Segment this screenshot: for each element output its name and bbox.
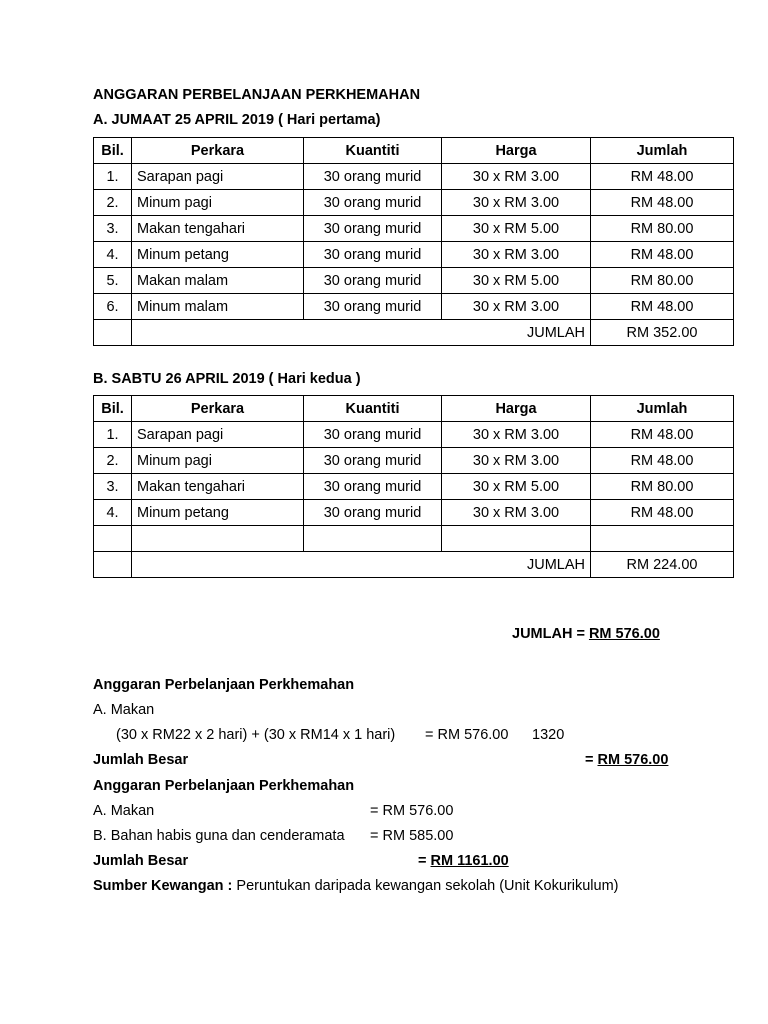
cell-kuantiti: 30 orang murid [304, 448, 442, 474]
grand-total-eq: = [576, 626, 585, 642]
summary2-total [418, 853, 509, 869]
cell-bil: 1. [94, 422, 132, 448]
grand-total-label: JUMLAH [512, 626, 573, 642]
header-kuantiti: Kuantiti [304, 396, 442, 422]
header-jumlah: Jumlah [591, 396, 734, 422]
table-row [94, 242, 734, 268]
summary1-total [585, 752, 668, 768]
summary2-total-eq: = [418, 853, 427, 869]
cell-perkara: Makan tengahari [132, 474, 304, 500]
cell-jumlah: RM 48.00 [591, 242, 734, 268]
table-row [94, 500, 734, 526]
funding-source-text: Peruntukan daripada kewangan sekolah (Unit Kokurikulum) [236, 878, 619, 894]
cell-harga: 30 x RM 3.00 [442, 164, 591, 190]
table-row [94, 448, 734, 474]
grand-total-value: RM 576.00 [588, 626, 660, 642]
table-row [94, 422, 734, 448]
cell-empty [94, 320, 132, 346]
funding-source-label: Sumber Kewangan : [93, 878, 233, 894]
cell-harga: 30 x RM 3.00 [442, 448, 591, 474]
section-b-heading: B. SABTU 26 APRIL 2019 ( Hari kedua ) [93, 371, 361, 387]
cell-empty [591, 526, 734, 552]
table-empty-row [94, 526, 734, 552]
header-harga: Harga [442, 138, 591, 164]
summary2-heading: Anggaran Perbelanjaan Perkhemahan [93, 778, 355, 794]
summary1-total-value: RM 576.00 [597, 752, 669, 768]
cell-perkara: Minum malam [132, 294, 304, 320]
summary1-total-label: Jumlah Besar [93, 752, 189, 768]
summary1-formula-extra: 1320 [532, 727, 565, 743]
section-a-heading: A. JUMAAT 25 APRIL 2019 ( Hari pertama) [93, 112, 381, 128]
cell-jumlah: RM 48.00 [591, 422, 734, 448]
section-a-table [93, 137, 734, 346]
cell-empty [442, 526, 591, 552]
cell-jumlah: RM 80.00 [591, 268, 734, 294]
cell-jumlah: RM 48.00 [591, 164, 734, 190]
cell-harga: 30 x RM 5.00 [442, 474, 591, 500]
summary2-total-label: Jumlah Besar [93, 853, 189, 869]
cell-harga: 30 x RM 3.00 [442, 500, 591, 526]
header-bil: Bil. [94, 138, 132, 164]
table-total-row [94, 552, 734, 578]
header-jumlah: Jumlah [591, 138, 734, 164]
summary1-total-eq: = [585, 752, 594, 768]
cell-bil: 2. [94, 448, 132, 474]
cell-bil: 2. [94, 190, 132, 216]
cell-jumlah: RM 80.00 [591, 474, 734, 500]
cell-empty [132, 526, 304, 552]
header-kuantiti: Kuantiti [304, 138, 442, 164]
cell-jumlah: RM 48.00 [591, 294, 734, 320]
table-row [94, 268, 734, 294]
cell-harga: 30 x RM 3.00 [442, 242, 591, 268]
total-value: RM 352.00 [591, 320, 734, 346]
total-label: JUMLAH [132, 552, 591, 578]
summary2-item-b: B. Bahan habis guna dan cenderamata [93, 828, 345, 844]
cell-kuantiti: 30 orang murid [304, 294, 442, 320]
total-label: JUMLAH [132, 320, 591, 346]
cell-perkara: Minum pagi [132, 448, 304, 474]
cell-jumlah: RM 48.00 [591, 190, 734, 216]
table-row [94, 190, 734, 216]
table-header-row [94, 396, 734, 422]
cell-bil: 1. [94, 164, 132, 190]
cell-perkara: Makan malam [132, 268, 304, 294]
section-b-table [93, 395, 734, 578]
cell-bil: 3. [94, 216, 132, 242]
cell-bil: 4. [94, 500, 132, 526]
table-row [94, 216, 734, 242]
summary2-total-value: RM 1161.00 [430, 853, 509, 869]
summary2-item-b-value: = RM 585.00 [370, 828, 454, 844]
summary1-formula-result: = RM 576.00 [425, 727, 509, 743]
summary1-formula: (30 x RM22 x 2 hari) + (30 x RM14 x 1 hari) [116, 727, 396, 743]
cell-kuantiti: 30 orang murid [304, 164, 442, 190]
cell-harga: 30 x RM 3.00 [442, 294, 591, 320]
cell-bil: 5. [94, 268, 132, 294]
summary1-heading: Anggaran Perbelanjaan Perkhemahan [93, 677, 355, 693]
cell-kuantiti: 30 orang murid [304, 268, 442, 294]
header-harga: Harga [442, 396, 591, 422]
cell-harga: 30 x RM 5.00 [442, 216, 591, 242]
cell-perkara: Makan tengahari [132, 216, 304, 242]
cell-jumlah: RM 48.00 [591, 448, 734, 474]
cell-perkara: Minum petang [132, 500, 304, 526]
cell-kuantiti: 30 orang murid [304, 190, 442, 216]
cell-perkara: Sarapan pagi [132, 422, 304, 448]
cell-bil: 3. [94, 474, 132, 500]
cell-empty [94, 526, 132, 552]
cell-harga: 30 x RM 5.00 [442, 268, 591, 294]
cell-perkara: Minum petang [132, 242, 304, 268]
cell-harga: 30 x RM 3.00 [442, 190, 591, 216]
funding-source [93, 878, 618, 894]
cell-perkara: Sarapan pagi [132, 164, 304, 190]
cell-kuantiti: 30 orang murid [304, 422, 442, 448]
table-row [94, 474, 734, 500]
summary1-item: A. Makan [93, 702, 155, 718]
cell-harga: 30 x RM 3.00 [442, 422, 591, 448]
cell-kuantiti: 30 orang murid [304, 500, 442, 526]
table-header-row [94, 138, 734, 164]
cell-bil: 6. [94, 294, 132, 320]
table-row [94, 164, 734, 190]
table-total-row [94, 320, 734, 346]
summary2-item-a-value: = RM 576.00 [370, 803, 454, 819]
cell-kuantiti: 30 orang murid [304, 216, 442, 242]
cell-kuantiti: 30 orang murid [304, 242, 442, 268]
header-perkara: Perkara [132, 138, 304, 164]
table-row [94, 294, 734, 320]
header-perkara: Perkara [132, 396, 304, 422]
total-value: RM 224.00 [591, 552, 734, 578]
grand-total [512, 626, 660, 642]
cell-kuantiti: 30 orang murid [304, 474, 442, 500]
cell-empty [94, 552, 132, 578]
cell-jumlah: RM 48.00 [591, 500, 734, 526]
summary2-item-a: A. Makan [93, 803, 155, 819]
header-bil: Bil. [94, 396, 132, 422]
cell-jumlah: RM 80.00 [591, 216, 734, 242]
cell-empty [304, 526, 442, 552]
document-title: ANGGARAN PERBELANJAAN PERKHEMAHAN [93, 87, 421, 103]
cell-bil: 4. [94, 242, 132, 268]
cell-perkara: Minum pagi [132, 190, 304, 216]
